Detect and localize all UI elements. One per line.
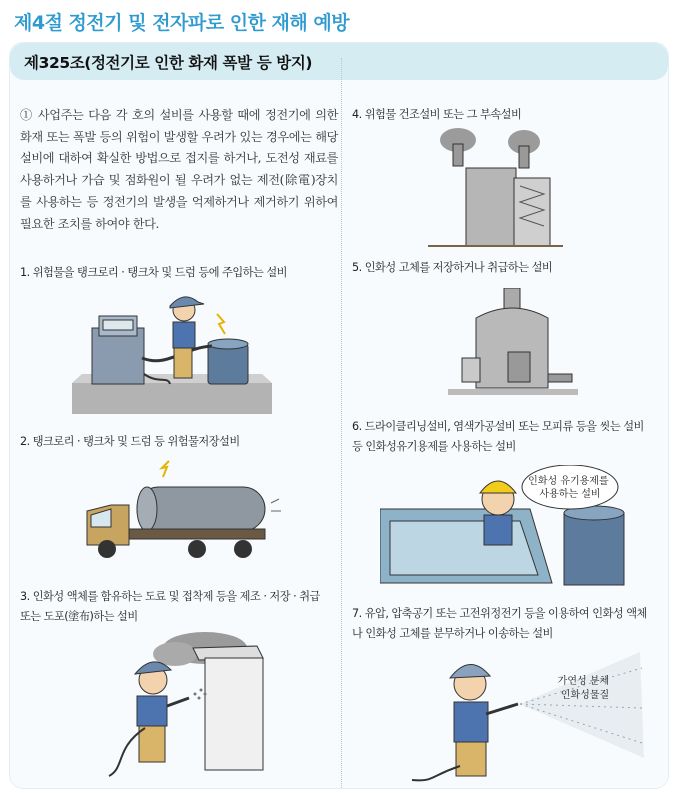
item-5: 5. 인화성 고체를 저장하거나 취급하는 설비 [352, 261, 553, 274]
illustration-sprayer [410, 648, 650, 783]
column-divider [341, 58, 342, 788]
illustration-filling-drum [72, 288, 272, 414]
illustration-dry-cleaning [380, 465, 638, 590]
item-2: 2. 탱크로리 · 탱크차 및 드럼 등 위험물저장설비 [20, 435, 240, 448]
item-1: 1. 위험물을 탱크로리 · 탱크차 및 드럼 등에 주입하는 설비 [20, 266, 287, 279]
spray-cloud-text: 가연성 분체 인화성물질 [557, 676, 610, 701]
article-banner [10, 43, 668, 80]
illustration-tank-truck [85, 455, 285, 573]
item-7: 7. 유압, 압축공기 또는 고전위정전기 등을 이용하여 인화성 액체나 인화성 고체를 분무하거나 이송하는 설비 [352, 607, 647, 640]
illustration-drying-facility [428, 128, 563, 250]
speech-bubble-text: 인화성 유기용제를 사용하는 설비 [528, 476, 609, 500]
illustration-spray-painting [105, 628, 275, 778]
page-title: 제4절 정전기 및 전자파로 인한 재해 예방 [14, 12, 350, 34]
item-6: 6. 드라이클리닝설비, 염색가공설비 또는 모피류 등을 씻는 설비 등 인화성유기용제를 사용하는 설비 [352, 420, 644, 453]
article-paragraph: ① 사업주는 다음 각 호의 설비를 사용할 때에 정전기에 의한 화재 또는 폭발 등의 위험이 발생할 우려가 있는 경우에는 해당 설비에 대하여 확실한 방법으로 접지를 하거나, 도전성 재료를 사용하거나 가습 및 점화원이 될 우려가 없는 제전(除電)장치를 사용하는 등 정전기의 발생을 억제하거나 제거하기 위하여 필요한 조치를 하여야 한다. [20, 108, 338, 231]
item-3: 3. 인화성 액체를 함유하는 도료 및 접착제 등을 제조 · 저장 · 취급 또는 도포(塗布)하는 설비 [20, 590, 320, 623]
illustration-solid-storage [448, 288, 578, 400]
article-title: 제325조(정전기로 인한 화재 폭발 등 방지) [24, 54, 313, 72]
item-4: 4. 위험물 건조설비 또는 그 부속설비 [352, 108, 522, 121]
